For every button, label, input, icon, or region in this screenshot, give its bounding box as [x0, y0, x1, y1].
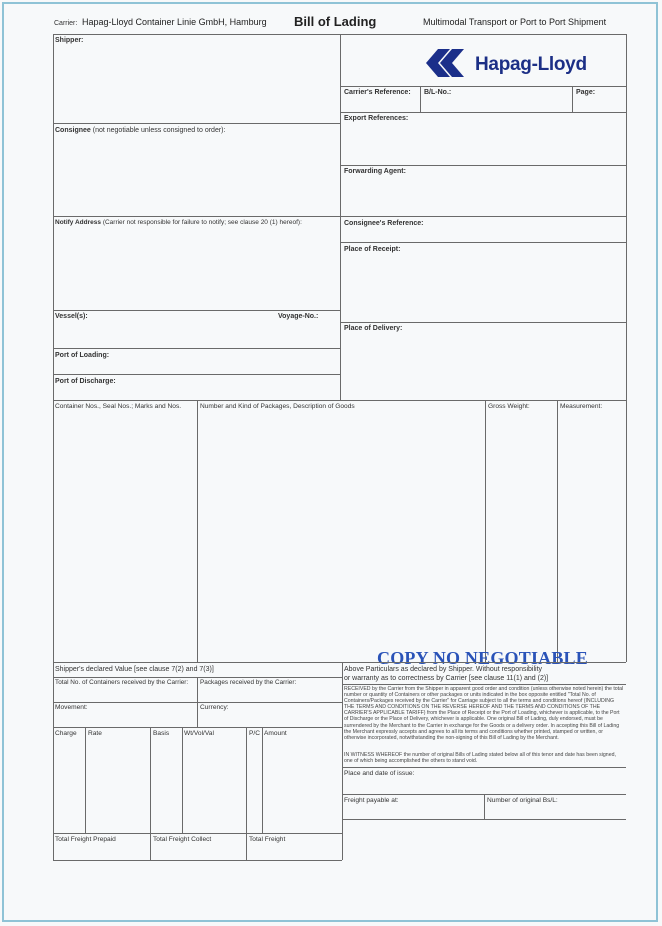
- consignee-title: Consignee: [55, 127, 91, 134]
- freight-payable-label: Freight payable at:: [344, 797, 399, 804]
- above-particulars-2: or warranty as to correctness by Carrier [see clause 11(1) and (2)]: [344, 675, 549, 682]
- declared-value-label: Shipper's declared Value [see clause 7(2) and 7(3)]: [55, 666, 214, 673]
- center-divider: [340, 34, 341, 400]
- line-delivery: [340, 322, 626, 323]
- line-charges: [53, 727, 342, 728]
- bl-divider: [420, 86, 421, 112]
- carrier-label: Carrier:: [54, 20, 78, 27]
- total-freight-collect-label: Total Freight Collect: [153, 836, 212, 843]
- line-receipt: [340, 242, 626, 243]
- left-border-bottom: [53, 400, 54, 860]
- charge-col-rate: Rate: [88, 730, 102, 737]
- line-loading: [53, 348, 340, 349]
- charge-divider-1: [85, 727, 86, 833]
- goods-col-weight: Gross Weight:: [488, 403, 530, 410]
- line-totals: [53, 833, 342, 834]
- line-place-date: [342, 767, 626, 768]
- goods-col-description: Number and Kind of Packages, Description of Goods: [200, 403, 355, 410]
- bottom-border: [53, 860, 342, 861]
- goods-col-divider-2: [485, 400, 486, 662]
- above-particulars-1: Above Particulars as declared by Shipper. Without responsibility: [344, 666, 543, 673]
- total-containers-label: Total No. of Containers received by the Carrier:: [55, 679, 189, 686]
- goods-col-measurement: Measurement:: [560, 403, 603, 410]
- charge-col-wtvolval: Wt/Vol/Val: [184, 730, 214, 737]
- page-label: Page:: [576, 89, 596, 96]
- notify-note: (Carrier not responsible for failure to notify; see clause 20 (1) hereof):: [102, 219, 302, 226]
- line-received: [342, 684, 626, 685]
- carrier-name: Hapag-Lloyd Container Linie GmbH, Hamburg: [82, 17, 267, 27]
- line-consignee-ref: [340, 216, 626, 217]
- logo-text: Hapag-Lloyd: [475, 54, 587, 75]
- place-of-receipt-label: Place of Receipt:: [344, 246, 401, 253]
- line-forwarding: [340, 165, 626, 166]
- page-divider: [572, 86, 573, 112]
- charge-col-pc: P/C: [249, 730, 260, 737]
- total-freight-prepaid-label: Total Freight Prepaid: [55, 836, 116, 843]
- freight-originals-divider: [484, 794, 485, 819]
- carriers-reference-label: Carrier's Reference:: [344, 89, 411, 96]
- consignee-note: (not negotiable unless consigned to order):: [92, 127, 226, 134]
- received-terms-text: RECEIVED by the Carrier from the Shipper in apparent good order and condition (unless otherwise noted herein) the total number or quantity of Containers or other packages or units indicated in the box opposite entitled "Total No. of Containers/Packages received by the Carrier" for Carriage subject to all the terms and conditions hereof (INCLUDING THE TERMS AND CONDITIONS ON THE REVERSE HEREOF AND THE TERMS AND CONDITIONS OF THE CARRIER'S APPLICABLE TARIFF) from the Place of Receipt or the Port of Loading, whichever is applicable, to the Port of Discharge or the Place of Delivery, whichever is applicable. One original Bill of Lading, duly endorsed, must be surrendered by the Merchant to the Carrier in exchange for the Goods or a delivery order. In accepting this Bill of Lading the Merchant expressly accepts and agrees to all its terms and conditions whether printed, stamped or written, or otherwise incorporated, notwithstanding the non-signing of this Bill of Lading by the Merchant.: [344, 686, 624, 741]
- goods-col-divider-1: [197, 400, 198, 662]
- line-signature: [342, 819, 626, 820]
- movement-label: Movement:: [55, 704, 88, 711]
- vessel-label: Vessel(s):: [55, 313, 88, 320]
- total-freight-label: Total Freight: [249, 836, 286, 843]
- right-border-top: [626, 34, 627, 400]
- currency-label: Currency:: [200, 704, 229, 711]
- forwarding-agent-label: Forwarding Agent:: [344, 168, 406, 175]
- copy-stamp: COPY NO NEGOTIABLE: [377, 648, 588, 668]
- number-originals-label: Number of original Bs/L:: [487, 797, 558, 804]
- goods-col-divider-3: [557, 400, 558, 662]
- line-consignee: [53, 123, 340, 124]
- document-frame: [2, 2, 658, 922]
- line-export: [340, 112, 626, 113]
- voyage-label: Voyage-No.:: [278, 313, 319, 320]
- charge-divider-5: [262, 727, 263, 833]
- line-goods-top: [53, 400, 626, 401]
- line-notify: [53, 216, 340, 217]
- document-title: Bill of Lading: [294, 14, 377, 29]
- notify-title: Notify Address: [55, 219, 101, 226]
- bottom-center-divider: [342, 662, 343, 860]
- charge-divider-4: [246, 727, 247, 860]
- packages-received-label: Packages received by the Carrier:: [200, 679, 297, 686]
- charge-divider-3: [182, 727, 183, 833]
- bl-no-label: B/L-No.:: [424, 89, 452, 96]
- line-vessel: [53, 310, 340, 311]
- charge-divider-2: [150, 727, 151, 860]
- line-discharge: [53, 374, 340, 375]
- place-date-label: Place and date of issue:: [344, 770, 415, 777]
- charge-col-basis: Basis: [153, 730, 170, 737]
- hapag-lloyd-logo-icon: [424, 48, 466, 78]
- right-border-goods: [626, 400, 627, 662]
- charge-col-amount: Amount: [264, 730, 287, 737]
- consignees-reference-label: Consignee's Reference:: [344, 220, 424, 227]
- export-references-label: Export References:: [344, 115, 409, 122]
- port-loading-label: Port of Loading:: [55, 352, 110, 359]
- left-border-top: [53, 34, 54, 400]
- shipper-label: Shipper:: [55, 37, 84, 44]
- goods-col-marks: Container Nos., Seal Nos.; Marks and Nos.: [55, 403, 182, 410]
- line-movement: [53, 702, 342, 703]
- document-subtitle: Multimodal Transport or Port to Port Shipment: [423, 17, 607, 27]
- line-carrier-ref: [340, 86, 626, 87]
- port-discharge-label: Port of Discharge:: [55, 378, 116, 385]
- witness-text: IN WITNESS WHEREOF the number of original Bills of Lading stated below all of this tenor and date has been signed, one of which being accomplished the others to stand void.: [344, 752, 616, 765]
- consignee-label: [55, 127, 225, 134]
- line-declared-value: [53, 662, 626, 663]
- place-of-delivery-label: Place of Delivery:: [344, 325, 403, 332]
- notify-label: [55, 220, 302, 227]
- charge-col-charge: Charge: [55, 730, 77, 737]
